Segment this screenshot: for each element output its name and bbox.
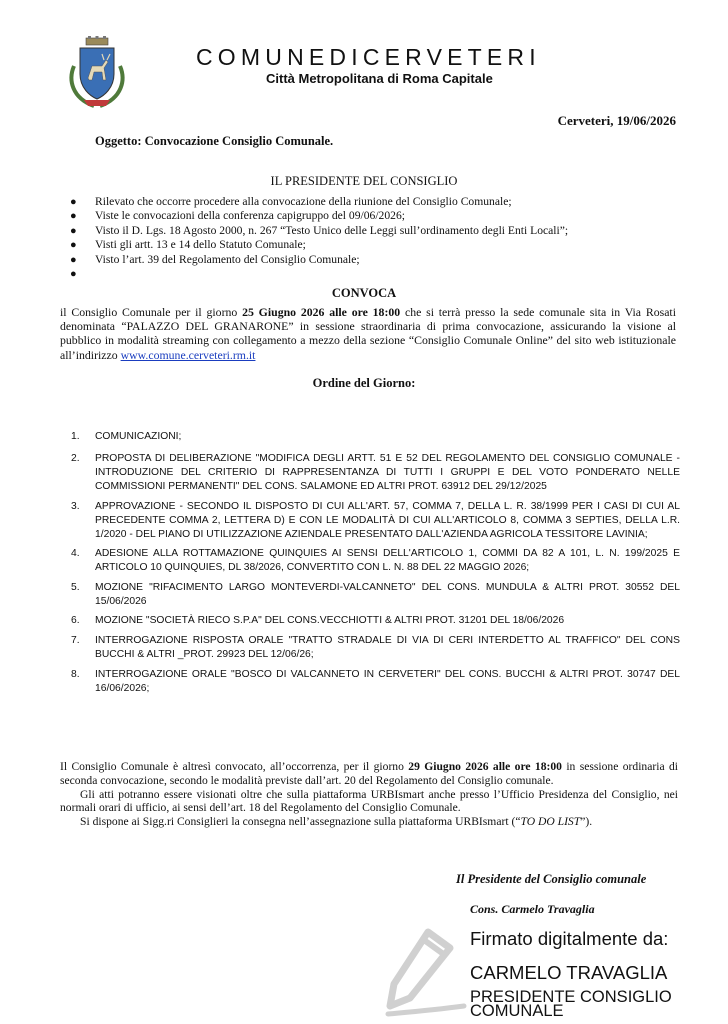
premises-list	[0, 195, 568, 281]
pen-signature-icon	[384, 926, 468, 1018]
list-item: 5. MOZIONE "RIFACIMENTO LARGO MONTEVERDI-VALCANNETO" DEL CONS. MUNDULA & ALTRI PROT. 30552 DEL 15/06/2026	[71, 582, 680, 607]
documents-paragraph: Gli atti potranno essere visionati oltre che sulla piattaforma URBIsmart anche presso l’Ufficio Presidenza del Consiglio, nei normali orari di ufficio, ai sensi dell’art. 18 del Regolamento del Consiglio Comunale.	[60, 787, 678, 815]
convoca-heading: CONVOCA	[331, 286, 397, 300]
list-item: 6. MOZIONE "SOCIETÀ RIECO S.P.A" DEL CONS.VECCHIOTTI & ALTRI PROT. 31201 DEL 18/06/2026	[71, 615, 565, 626]
president-role: Il Presidente del Consiglio comunale	[456, 872, 647, 886]
delivery-paragraph: Si dispone ai Sigg.ri Consiglieri la consegna nell’assegnazione sulla piattaforma URBIsmart (“TO DO LIST”).	[80, 815, 593, 829]
list-item: ● Rilevato che occorre procedere alla convocazione della riunione del Consiglio Comunale;	[70, 195, 512, 208]
list-item: ● Visti gli artt. 13 e 14 dello Statuto Comunale;	[70, 238, 306, 252]
subject-line: Oggetto: Convocazione Consiglio Comunale.	[95, 134, 334, 148]
list-item: ● Visto l’art. 39 del Regolamento del Consiglio Comunale;	[70, 252, 360, 266]
digital-signature-name: CARMELO TRAVAGLIA	[470, 962, 668, 983]
bullet-icon: ●	[70, 196, 77, 208]
list-item: 1. COMUNICAZIONI;	[71, 431, 182, 442]
president-name: Cons. Carmelo Travaglia	[470, 902, 595, 916]
bullet-icon: ●	[70, 210, 77, 223]
bullet-icon: ●	[70, 239, 77, 252]
bullet-icon: ●	[70, 224, 77, 237]
digital-signature-label: Firmato digitalmente da:	[470, 928, 669, 949]
list-item: ● Viste le convocazioni della conferenza capigruppo del 09/06/2026;	[70, 209, 405, 223]
closing-paragraphs	[60, 760, 678, 829]
municipality-title: COMUNEDICERVETERI	[196, 44, 541, 70]
list-item: 4. ADESIONE ALLA ROTTAMAZIONE QUINQUIES AI SENSI DELL'ARTICOLO 1, COMMI DA 82 A 101, L. N. 199/2025 E ARTICOLO 10 QUINQUIES, DL 38/2026, CONVERTITO CON L. N. 88 DEL 22 MAGGIO 2026;	[71, 548, 680, 573]
bullet-icon: ●	[70, 253, 77, 266]
bullet-icon: ●	[70, 267, 77, 280]
president-heading: IL PRESIDENTE DEL CONSIGLIO	[270, 174, 458, 188]
municipality-subtitle: Città Metropolitana di Roma Capitale	[266, 71, 493, 86]
meeting-date: 25 Giugno 2026 alle ore 18:00	[242, 305, 401, 319]
digital-signature-role: PRESIDENTE CONSIGLIO COMUNALE	[470, 988, 672, 1020]
convocation-paragraph: il Consiglio Comunale per il giorno 25 Giugno 2026 alle ore 18:00 che si terrà presso la sede comunale sita in Via Rosati denominata “PALAZZO DEL GRANARONE” in sessione straordinaria di prima convocazione, assicurando la visione al pubblico in modalità streaming con collegamento a mezzo della sezione “Consiglio Comunale Online” del sito web istituzionale all’indirizzo www.comune.cerveteri.rm.it	[60, 305, 676, 362]
place-date: Cerveteri, 19/06/2026	[557, 113, 676, 128]
second-convocation-paragraph: Il Consiglio Comunale è altresì convocato, all’occorrenza, per il giorno 29 Giugno 2026 alle ore 18:00 in sessione ordinaria di seconda convocazione, secondo le modalità previste dall’art. 20 del Regolamento del Consiglio comunale.	[60, 760, 678, 787]
list-item: 2. PROPOSTA DI DELIBERAZIONE "MODIFICA DEGLI ARTT. 51 E 52 DEL REGOLAMENTO DEL CONSIGLIO COMUNALE - INTRODUZIONE DEL CRITERIO DI RAPPRESENTANZA DI TUTTI I GRUPPI E DEL VOTO PONDERATO NELLE COMMISSIONI PERMANENTI" DEL CONS. SALAMONE ED ALTRI PROT. 63912 DEL 29/12/2025	[71, 453, 680, 492]
agenda-title: Ordine del Giorno:	[312, 376, 416, 390]
list-item: 3. APPROVAZIONE - SECONDO IL DISPOSTO DI CUI ALL'ART. 57, COMMA 7, DELLA L. R. 38/1999 PER I CASI DI CUI AL PRECEDENTE COMMA 2, LETTERA D) E CON LE MODALITÀ DI CUI ALL'ARTICOLO 8, COMMA 3 SEPTIES, DELLA L.R. 1/2020 - DEL PIANO DI UTILIZZAZIONE AZIENDALE PRESENTATO DALL'AZIENDA AGRICOLA TESSITORE LAVINIA;	[71, 501, 680, 540]
coat-of-arms-icon	[66, 36, 128, 110]
list-item: 8. INTERROGAZIONE ORALE "BOSCO DI VALCANNETO IN CERVETERI" DEL CONS. BUCCHI & ALTRI PROT. 30747 DEL 16/06/2026;	[71, 669, 680, 694]
second-meeting-date: 29 Giugno 2026 alle ore 18:00	[408, 760, 562, 773]
list-item	[0, 267, 568, 281]
list-item: ● Visto il D. Lgs. 18 Agosto 2000, n. 267 “Testo Unico delle Leggi sull’ordinamento degli Enti Locali”;	[70, 223, 569, 237]
website-link[interactable]: www.comune.cerveteri.rm.it	[120, 347, 256, 362]
list-item: 7. INTERROGAZIONE RISPOSTA ORALE "TRATTO STRADALE DI VIA DI CERI INTERDETTO AL TRAFFICO" DEL CONS BUCCHI & ALTRI _PROT. 29923 DEL 12/06/26;	[71, 635, 680, 660]
